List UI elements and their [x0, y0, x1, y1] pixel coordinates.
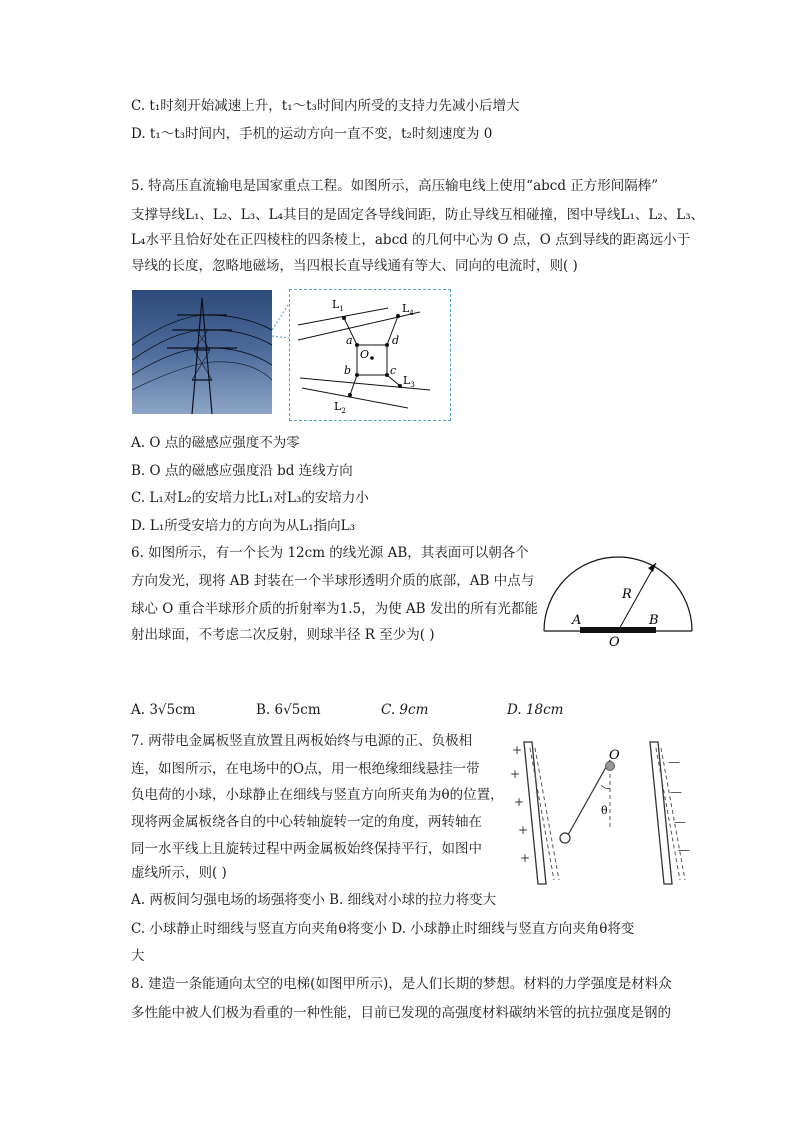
q5-option-a: A. O 点的磁感应强度不为零	[131, 435, 300, 451]
minus-sign: —	[670, 785, 682, 799]
q7-plates-diagram	[502, 738, 696, 890]
q6-hemisphere-diagram	[540, 536, 696, 648]
label-b: b	[344, 364, 352, 377]
label-a: a	[346, 334, 353, 347]
q6-line4: 射出球面，不考虑二次反射，则球半径 R 至少为( )	[131, 627, 435, 643]
plus-sign: +	[520, 851, 531, 865]
option-c-q4: C. t₁时刻开始减速上升，t₁～t₃时间内所受的支持力先减小后增大	[131, 98, 520, 114]
q5-option-c: C. L₁对L₂的安培力比L₁对L₃的安培力小	[131, 490, 369, 506]
plus-sign: +	[518, 823, 529, 837]
label-L3: $L_3$	[403, 374, 415, 389]
q7-options-ab: A. 两板间匀强电场的场强将变小 B. 细线对小球的拉力将变大	[131, 892, 497, 908]
label-A: A	[572, 613, 582, 628]
q6-option-a: A. 3√5cm	[131, 702, 196, 718]
q5-line4: 导线的长度，忽略地磁场，当四根长直导线通有等大、同向的电流时，则( )	[131, 258, 578, 274]
plus-sign: +	[510, 767, 521, 781]
minus-sign: —	[674, 815, 686, 829]
q7-line3: 负电荷的小球，小球静止在细线与竖直方向所夹角为θ的位置，	[131, 787, 504, 803]
option-d-q4: D. t₁～t₃时间内，手机的运动方向一直不变，t₂时刻速度为 0	[131, 126, 493, 142]
q6-line3: 球心 O 重合半球形介质的折射率为1.5，为使 AB 发出的所有光都能	[131, 601, 538, 617]
minus-sign: —	[668, 755, 680, 769]
q6-line1: 6. 如图所示，有一个长为 12cm 的线光源 AB，其表面可以朝各个	[131, 545, 529, 561]
plus-sign: +	[514, 795, 525, 809]
transmission-tower-photo	[132, 290, 272, 414]
q6-option-b: B. 6√5cm	[256, 702, 321, 718]
label-B: B	[649, 613, 659, 628]
label-theta: θ	[601, 804, 608, 817]
q7-options-cd: C. 小球静止时细线与竖直方向夹角θ将变小 D. 小球静止时细线与竖直方向夹角θ将变	[131, 921, 635, 937]
q7-line6: 虚线所示，则( )	[131, 865, 227, 881]
plus-sign: +	[512, 743, 523, 757]
label-O: O	[360, 348, 370, 361]
q6-option-d: D. 18cm	[507, 702, 564, 718]
q7-options-cd-cont: 大	[131, 948, 145, 964]
label-L1: $L_1$	[332, 298, 344, 313]
label-O-q6: O	[609, 635, 620, 648]
label-d: d	[392, 334, 400, 347]
q5-line3: L₄水平且恰好处在正四棱柱的四条棱上，abcd 的几何中心为 O 点，O 点到导线的距离远小于	[131, 232, 691, 248]
q5-option-b: B. O 点的磁感应强度沿 bd 连线方向	[131, 463, 353, 479]
q8-line1: 8. 建造一条能通向太空的电梯(如图甲所示)，是人们长期的梦想。材料的力学强度是材料众	[131, 976, 672, 992]
q6-line2: 方向发光，现将 AB 封装在一个半球形透明介质的底部，AB 中点与	[131, 573, 535, 589]
label-L2: $L_2$	[334, 400, 346, 415]
q7-line2: 连，如图所示，在电场中的O点，用一根绝缘细线悬挂一带	[131, 761, 480, 777]
q7-line4: 现将两金属板绕各自的中心转轴旋转一定的角度，两转轴在	[131, 814, 482, 830]
q5-option-d: D. L₁所受安培力的方向为从L₁指向L₃	[131, 518, 356, 534]
q7-line1: 7. 两带电金属板竖直放置且两板始终与电源的正、负极相	[131, 733, 473, 749]
label-R: R	[622, 587, 632, 602]
q5-diagram-box	[289, 289, 451, 421]
label-L4: $L_4$	[402, 302, 414, 317]
minus-sign: —	[678, 843, 690, 857]
q6-option-c: C. 9cm	[381, 702, 429, 718]
q5-line2: 支撑导线L₁、L₂、L₃、L₄其目的是固定各导线间距，防止导线互相碰撞，图中导线L₁、L₂、L₃、	[131, 207, 705, 223]
q8-line2: 多性能中被人们极为看重的一种性能，目前已发现的高强度材料碳纳米管的抗拉强度是钢的	[131, 1005, 671, 1021]
label-O-q7: O	[609, 748, 620, 763]
q5-line1: 5. 特高压直流输电是国家重点工程。如图所示，高压输电线上使用“abcd 正方形间隔棒”	[131, 178, 659, 194]
label-c: c	[390, 364, 397, 377]
q7-line5: 同一水平线上且旋转过程中两金属板始终保持平行，如图中	[131, 841, 482, 857]
